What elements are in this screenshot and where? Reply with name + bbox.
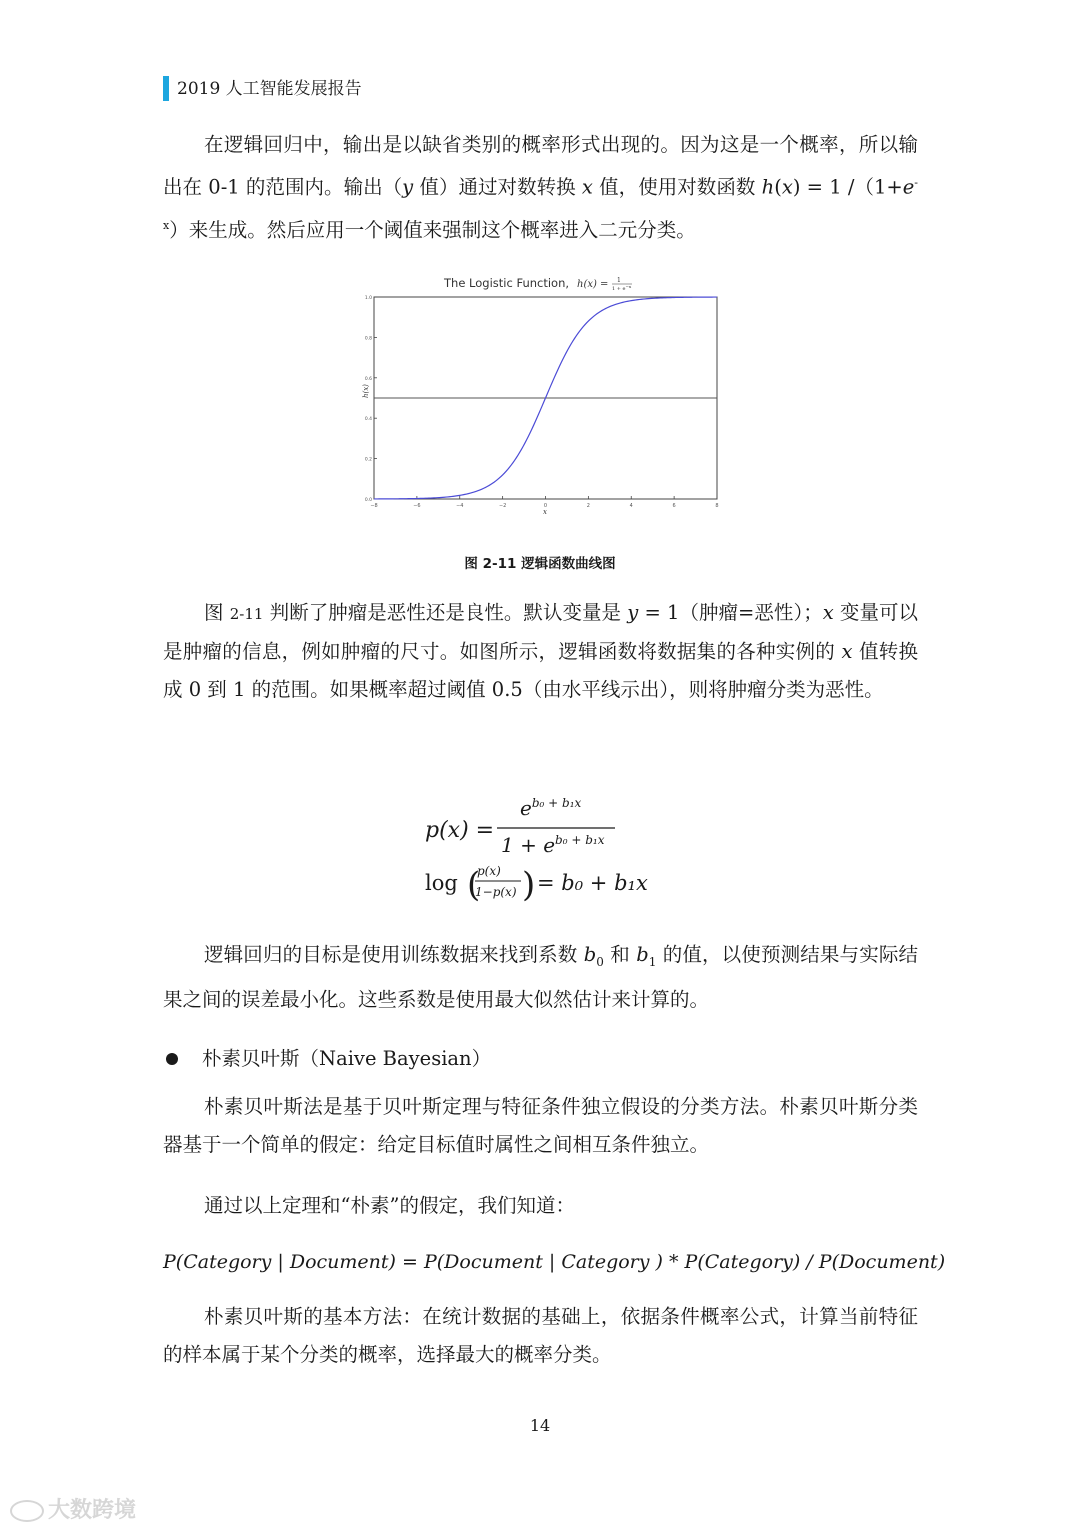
y-tick-label: 0.0 (364, 498, 372, 503)
figure-caption: 图 2-11 逻辑函数曲线图 (464, 556, 616, 572)
y-tick-label: 0.2 (364, 457, 372, 463)
formula-graphic (425, 795, 685, 910)
paragraph-we-know: 通过以上定理和“朴素”的假定，我们知道： (204, 1194, 575, 1217)
header-title: 2019 人工智能发展报告 (177, 79, 362, 99)
bullet-naive-bayes: 朴素贝叶斯（Naive Bayesian） (202, 1047, 492, 1070)
x-tick-label: 0 (543, 503, 548, 509)
x-tick-label: 6 (672, 503, 676, 509)
y-tick-label: 0.6 (364, 376, 372, 382)
y-tick-label: 0.4 (364, 417, 372, 423)
chart-title-formula: h(x) = (577, 279, 609, 290)
formula-log-denominator: 1−p(x) (475, 885, 517, 899)
paragraph-logistic-intro: 在逻辑回归中，输出是以缺省类别的概率形式出现的。因为这是一个概率，所以输出在 0-1 的范围内。输出（y 值）通过对数转换 x 值，使用对数函数 h(x) = 1 $/(1+e^{-x})$来生成。然后应用一个阈值来强制这个概率进入二元分类。 (163, 133, 918, 241)
paragraph-tumor-example: 图 2-11 判断了肿瘤是恶性还是良性。默认变量是 y = 1（肿瘤=恶性）；x 变量可以是肿瘤的信息，例如肿瘤的尺寸。如图所示，逻辑函数将数据集的各种实例的 x 值转换成 0 到 1 的范围。如果概率超过阈值 0.5（由水平线示出），则将肿瘤分类为恶性。 (163, 601, 918, 701)
formula-left-paren: ( (467, 865, 481, 905)
x-axis-label: x (543, 508, 547, 516)
y-axis-label: h(x) (362, 384, 370, 398)
x-tick-label: −4 (456, 503, 464, 509)
paragraph-basic-method: 朴素贝叶斯的基本方法：在统计数据的基础上，依据条件概率公式，计算当前特征的样本属于某个分类的概率，选择最大的概率分类。 (163, 1305, 918, 1366)
watermark-logo-icon (10, 1500, 44, 1522)
page-number: 14 (529, 1416, 551, 1435)
x-tick-label: 4 (629, 503, 633, 509)
chart-title-denominator: $1 + e^{-x}$ (612, 284, 632, 292)
formula-log-numerator: p(x) (477, 864, 501, 878)
formula-lhs: p(x) = (425, 818, 495, 843)
formula-right-paren: ) (522, 865, 536, 905)
x-tick-label: 2 (586, 503, 590, 509)
header-accent-bar (163, 76, 169, 101)
watermark: 大数跨境 (10, 1493, 136, 1524)
logistic-function-figure (362, 270, 742, 520)
formula-log: log (425, 871, 458, 895)
bayes-formula-line: P(Category | Document) = P(Document | Category ) * P(Category) / P(Document) (163, 1251, 946, 1273)
x-tick-label: −8 (370, 503, 378, 509)
formula-denominator: $1 + e^{b_0 + b_1x}$ (501, 833, 605, 857)
bullet-dot (166, 1053, 178, 1065)
logistic-chart (362, 270, 742, 520)
x-tick-label: −2 (498, 503, 507, 509)
chart-title-text: The Logistic Function, (444, 276, 570, 290)
paragraph-naive-bayes-def: 朴素贝叶斯法是基于贝叶斯定理与特征条件独立假设的分类方法。朴素贝叶斯分类器基于一个简单的假定：给定目标值时属性之间相互条件独立。 (163, 1095, 918, 1156)
formula-rhs: = b₀ + b₁x (537, 871, 648, 895)
x-tick-label: 8 (715, 503, 719, 509)
y-tick-label: 0.8 (364, 336, 372, 342)
chart-title-numerator: 1 (617, 277, 621, 284)
formula-numerator: $e^{b_0 + b_1x}$ (520, 796, 582, 820)
x-tick-label: −6 (413, 503, 421, 509)
paragraph-coefficients: 逻辑回归的目标是使用训练数据来找到系数 $b_0$ 和 $b_1$ 的值，以使预测结果与实际结果之间的误差最小化。这些系数是使用最大似然估计来计算的。 (163, 943, 919, 1011)
y-tick-label: 1.0 (364, 296, 372, 301)
logistic-regression-formula (425, 795, 685, 910)
